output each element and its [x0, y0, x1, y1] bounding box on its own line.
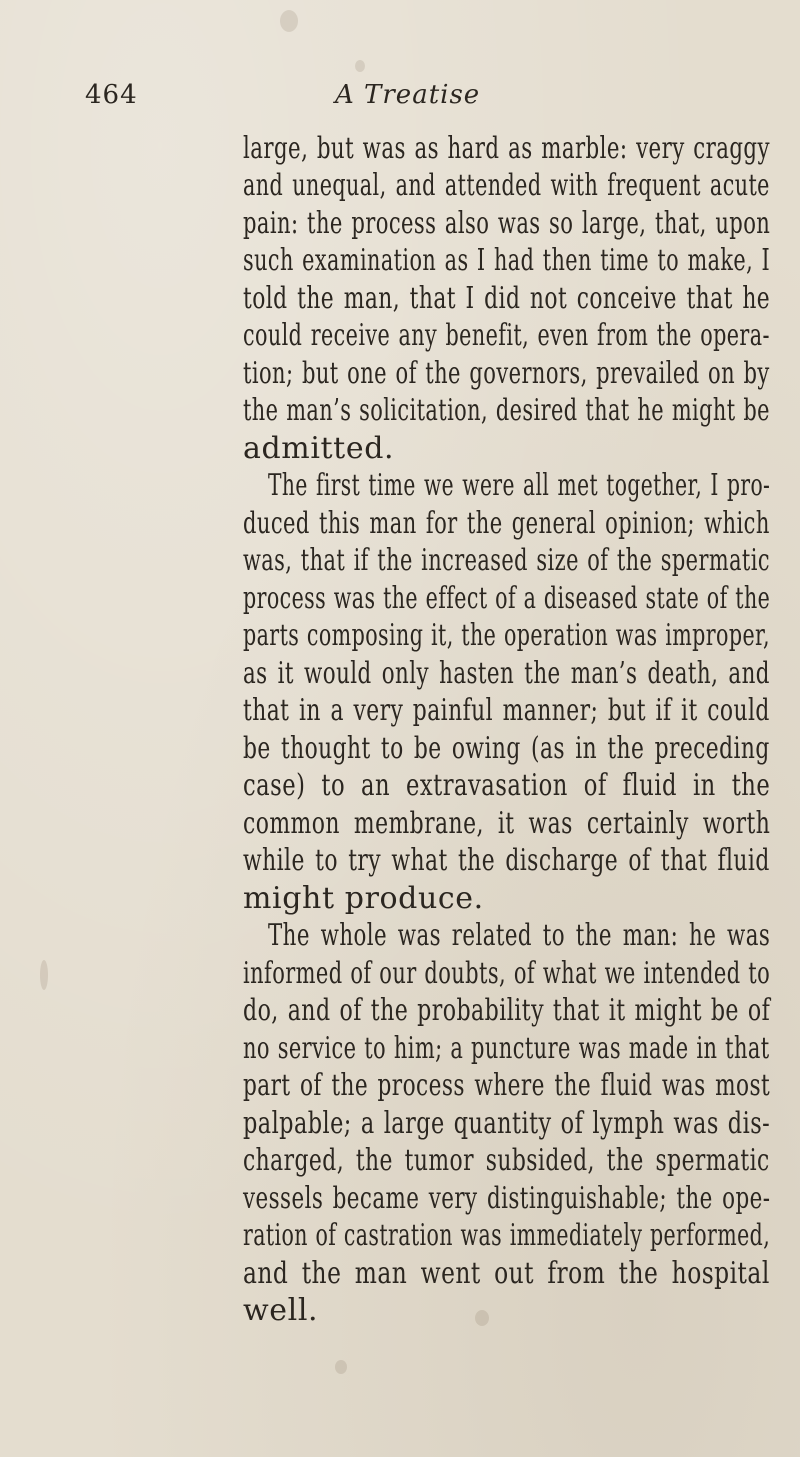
text-line: The whole was related to the man: he was [268, 918, 771, 953]
text-line: duced this man for the general opinion; which [243, 506, 770, 541]
text-line: The first time we were all met together, I pro- [268, 468, 771, 503]
paper-stain [355, 60, 365, 72]
text-line: part of the process where the fluid was most [243, 1068, 771, 1103]
text-line: case) to an extravasation of fluid in the [243, 768, 771, 803]
text-line: process was the effect of a diseased state of the [243, 581, 771, 616]
text-line: common membrane, it was certainly worth [243, 806, 771, 841]
text-line: palpable; a large quantity of lymph was dis- [243, 1106, 771, 1141]
text-line: well. [243, 1293, 319, 1328]
text-line: that in a very painful manner; but if it could [243, 693, 770, 728]
text-line: could receive any benefit, even from the opera- [243, 318, 770, 353]
text-line: might produce. [243, 881, 484, 916]
text-line: as it would only hasten the man’s death, and [243, 656, 770, 691]
text-line: the man’s solicitation, desired that he might be [243, 393, 770, 428]
text-line: was, that if the increased size of the spermatic [243, 543, 770, 578]
text-line: no service to him; a puncture was made in that [243, 1031, 770, 1066]
text-line: charged, the tumor subsided, the spermatic [243, 1143, 770, 1178]
text-line: parts composing it, the operation was improper, [243, 618, 771, 653]
text-line: vessels became very distinguishable; the ope- [243, 1181, 771, 1216]
running-head [85, 80, 685, 110]
text-line: be thought to be owing (as in the preceding [243, 731, 770, 766]
text-line: informed of our doubts, of what we intended to [243, 956, 771, 991]
text-line: admitted. [243, 431, 395, 466]
text-line: ration of castration was immediately performed, [243, 1218, 771, 1253]
text-line: tion; but one of the governors, prevailed on by [243, 356, 770, 391]
text-line: such examination as I had then time to make, I [243, 243, 771, 278]
paper-stain [280, 10, 298, 32]
text-line: told the man, that I did not conceive that he [243, 281, 771, 316]
page-number: 464 [85, 80, 138, 110]
paper-stain [40, 960, 48, 990]
text-line: and unequal, and attended with frequent acute [243, 168, 770, 203]
text-line: large, but was as hard as marble: very craggy [243, 131, 770, 166]
text-line: and the man went out from the hospital [243, 1256, 770, 1291]
running-title: A Treatise [335, 80, 481, 110]
text-line: pain: the process also was so large, that, upon [243, 206, 771, 241]
paper-stain [475, 1310, 489, 1326]
paper-stain [335, 1360, 347, 1374]
text-line: while to try what the discharge of that fluid [243, 843, 770, 878]
text-line: do, and of the probability that it might be of [243, 993, 771, 1028]
